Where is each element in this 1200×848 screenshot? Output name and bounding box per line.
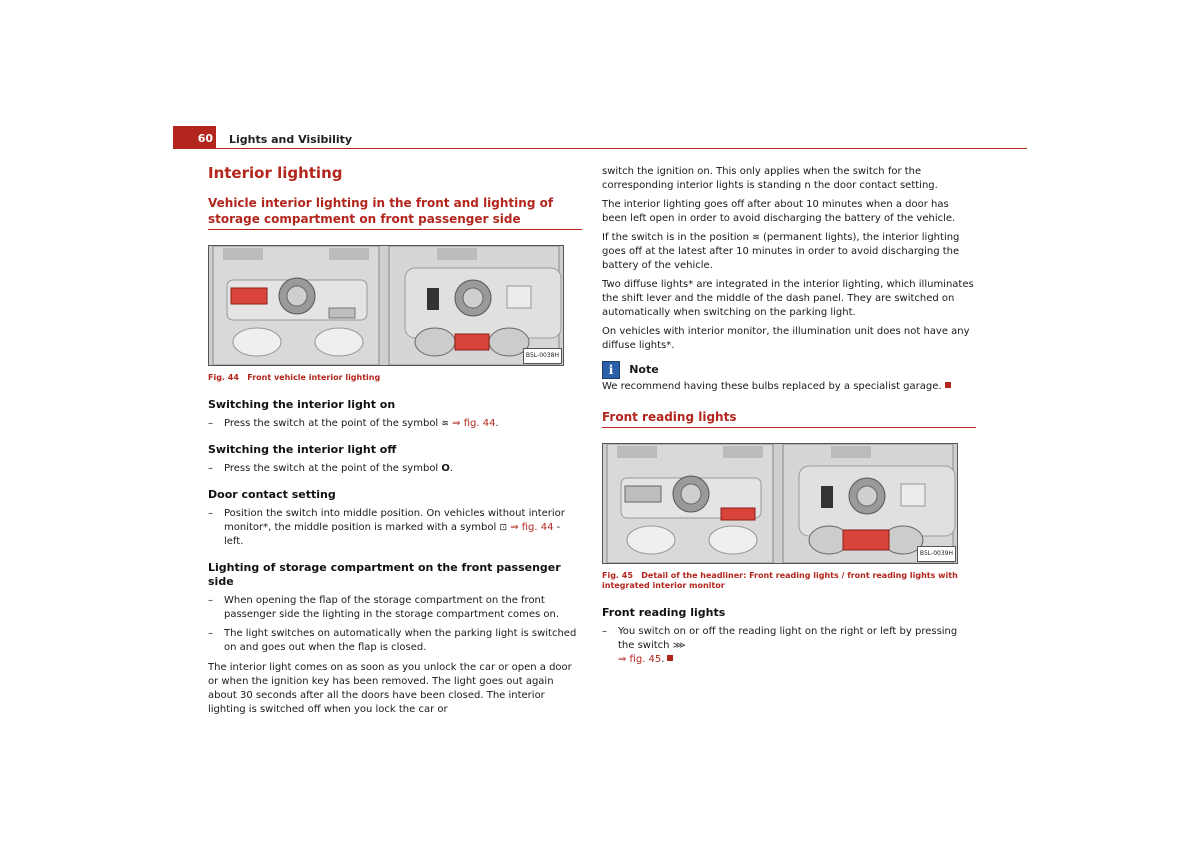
note-heading [602,361,976,379]
off-symbol: O [441,463,450,474]
note-text: We recommend having these bulbs replaced by a specialist garage. [602,380,976,394]
reading-light-switch-highlight [721,508,755,520]
figure-link[interactable]: ⇒ fig. 44 [510,522,554,533]
storage-heading: Lighting of storage compartment on the front passenger side [208,561,561,588]
page-title: Interior lighting [208,164,343,182]
switch-on-heading: Switching the interior light on [208,398,396,411]
list-item: – Press the switch at the point of the symbol O. [208,463,454,474]
body-paragraph: The interior light comes on as soon as you unlock the car or open a door or when the ignition key has been removed. The light goes out again about 30 seconds after all the doors have been closed. The interior lighting is switched off when you lock the car or [208,662,572,715]
interior-light-symbol: ≋ [441,419,449,429]
figure-45-caption: Fig. 45 Detail of the headliner: Front reading lights / front reading lights with integrated interior monitor [602,571,958,590]
list-item: – The light switches on automatically when the parking light is switched on and goes out when the flap is closed. [208,628,577,653]
list-item: – When opening the flap of the storage compartment on the front passenger side the lighting in the storage compartment comes on. [208,595,560,620]
door-contact-heading: Door contact setting [208,488,336,501]
end-marker [667,655,673,661]
door-contact-symbol: ⊡ [499,523,507,533]
header-rule [173,148,1027,149]
info-icon: i [602,361,620,379]
section-title: Lights and Visibility [229,133,353,146]
reading-lights-illustration [603,444,957,563]
end-marker [945,382,951,388]
body-paragraph: On vehicles with interior monitor, the illumination unit does not have any diffuse lights*. [602,326,970,351]
page-number: 60 [197,132,213,145]
body-paragraph: If the switch is in the position ≋ (permanent lights), the interior lighting goes off at the latest after 10 minutes in order to avoid discharging the battery of the vehicle. [602,232,960,271]
figure-link[interactable]: ⇒ fig. 45 [618,654,662,665]
interior-light-symbol: ≋ [752,233,760,243]
figure-45 [602,443,958,564]
reading-title-rule [602,427,976,428]
figure-44-caption: Fig. 44 Front vehicle interior lighting [208,373,381,382]
interior-light-switch-highlight [231,288,267,304]
reading-light-symbol: ⋙ [672,641,686,651]
note-title: Note [629,363,659,376]
body-paragraph: Two diffuse lights* are integrated in the interior lighting, which illuminates the shift lever and the middle of the dash panel. They are switched on automatically when switching on the parking light. [602,279,974,318]
figure-code: B5L-0039H [917,546,956,562]
figure-link[interactable]: ⇒ fig. 44 [452,418,496,429]
left-column [208,164,582,722]
subtitle: Vehicle interior lighting in the front and lighting of storage compartment on front passenger side [208,196,554,226]
figure-code: B5L-0038H [523,348,562,364]
body-paragraph: switch the ignition on. This only applies when the switch for the corresponding interior lights is standing n the door contact setting. [602,166,938,191]
figure-44 [208,245,564,366]
switch-off-heading: Switching the interior light off [208,443,397,456]
body-paragraph: The interior lighting goes off after about 10 minutes when a door has been left open in order to avoid discharging the battery of the vehicle. [602,199,956,224]
list-item: – You switch on or off the reading light on the right or left by pressing the switch ⋙ ⇒ fig. 45. [602,626,958,665]
list-item: – Press the switch at the point of the symbol ≋ ⇒ fig. 44. [208,418,499,429]
reading-lights-heading: Front reading lights [602,606,726,619]
headliner-illustration [209,246,563,365]
right-column [602,165,976,667]
subtitle-rule [208,229,582,230]
reading-lights-title: Front reading lights [602,410,737,424]
list-item: – Position the switch into middle position. On vehicles without interior monitor*, the middle position is marked with a symbol ⊡ ⇒ fig. 44 - left. [208,508,565,547]
